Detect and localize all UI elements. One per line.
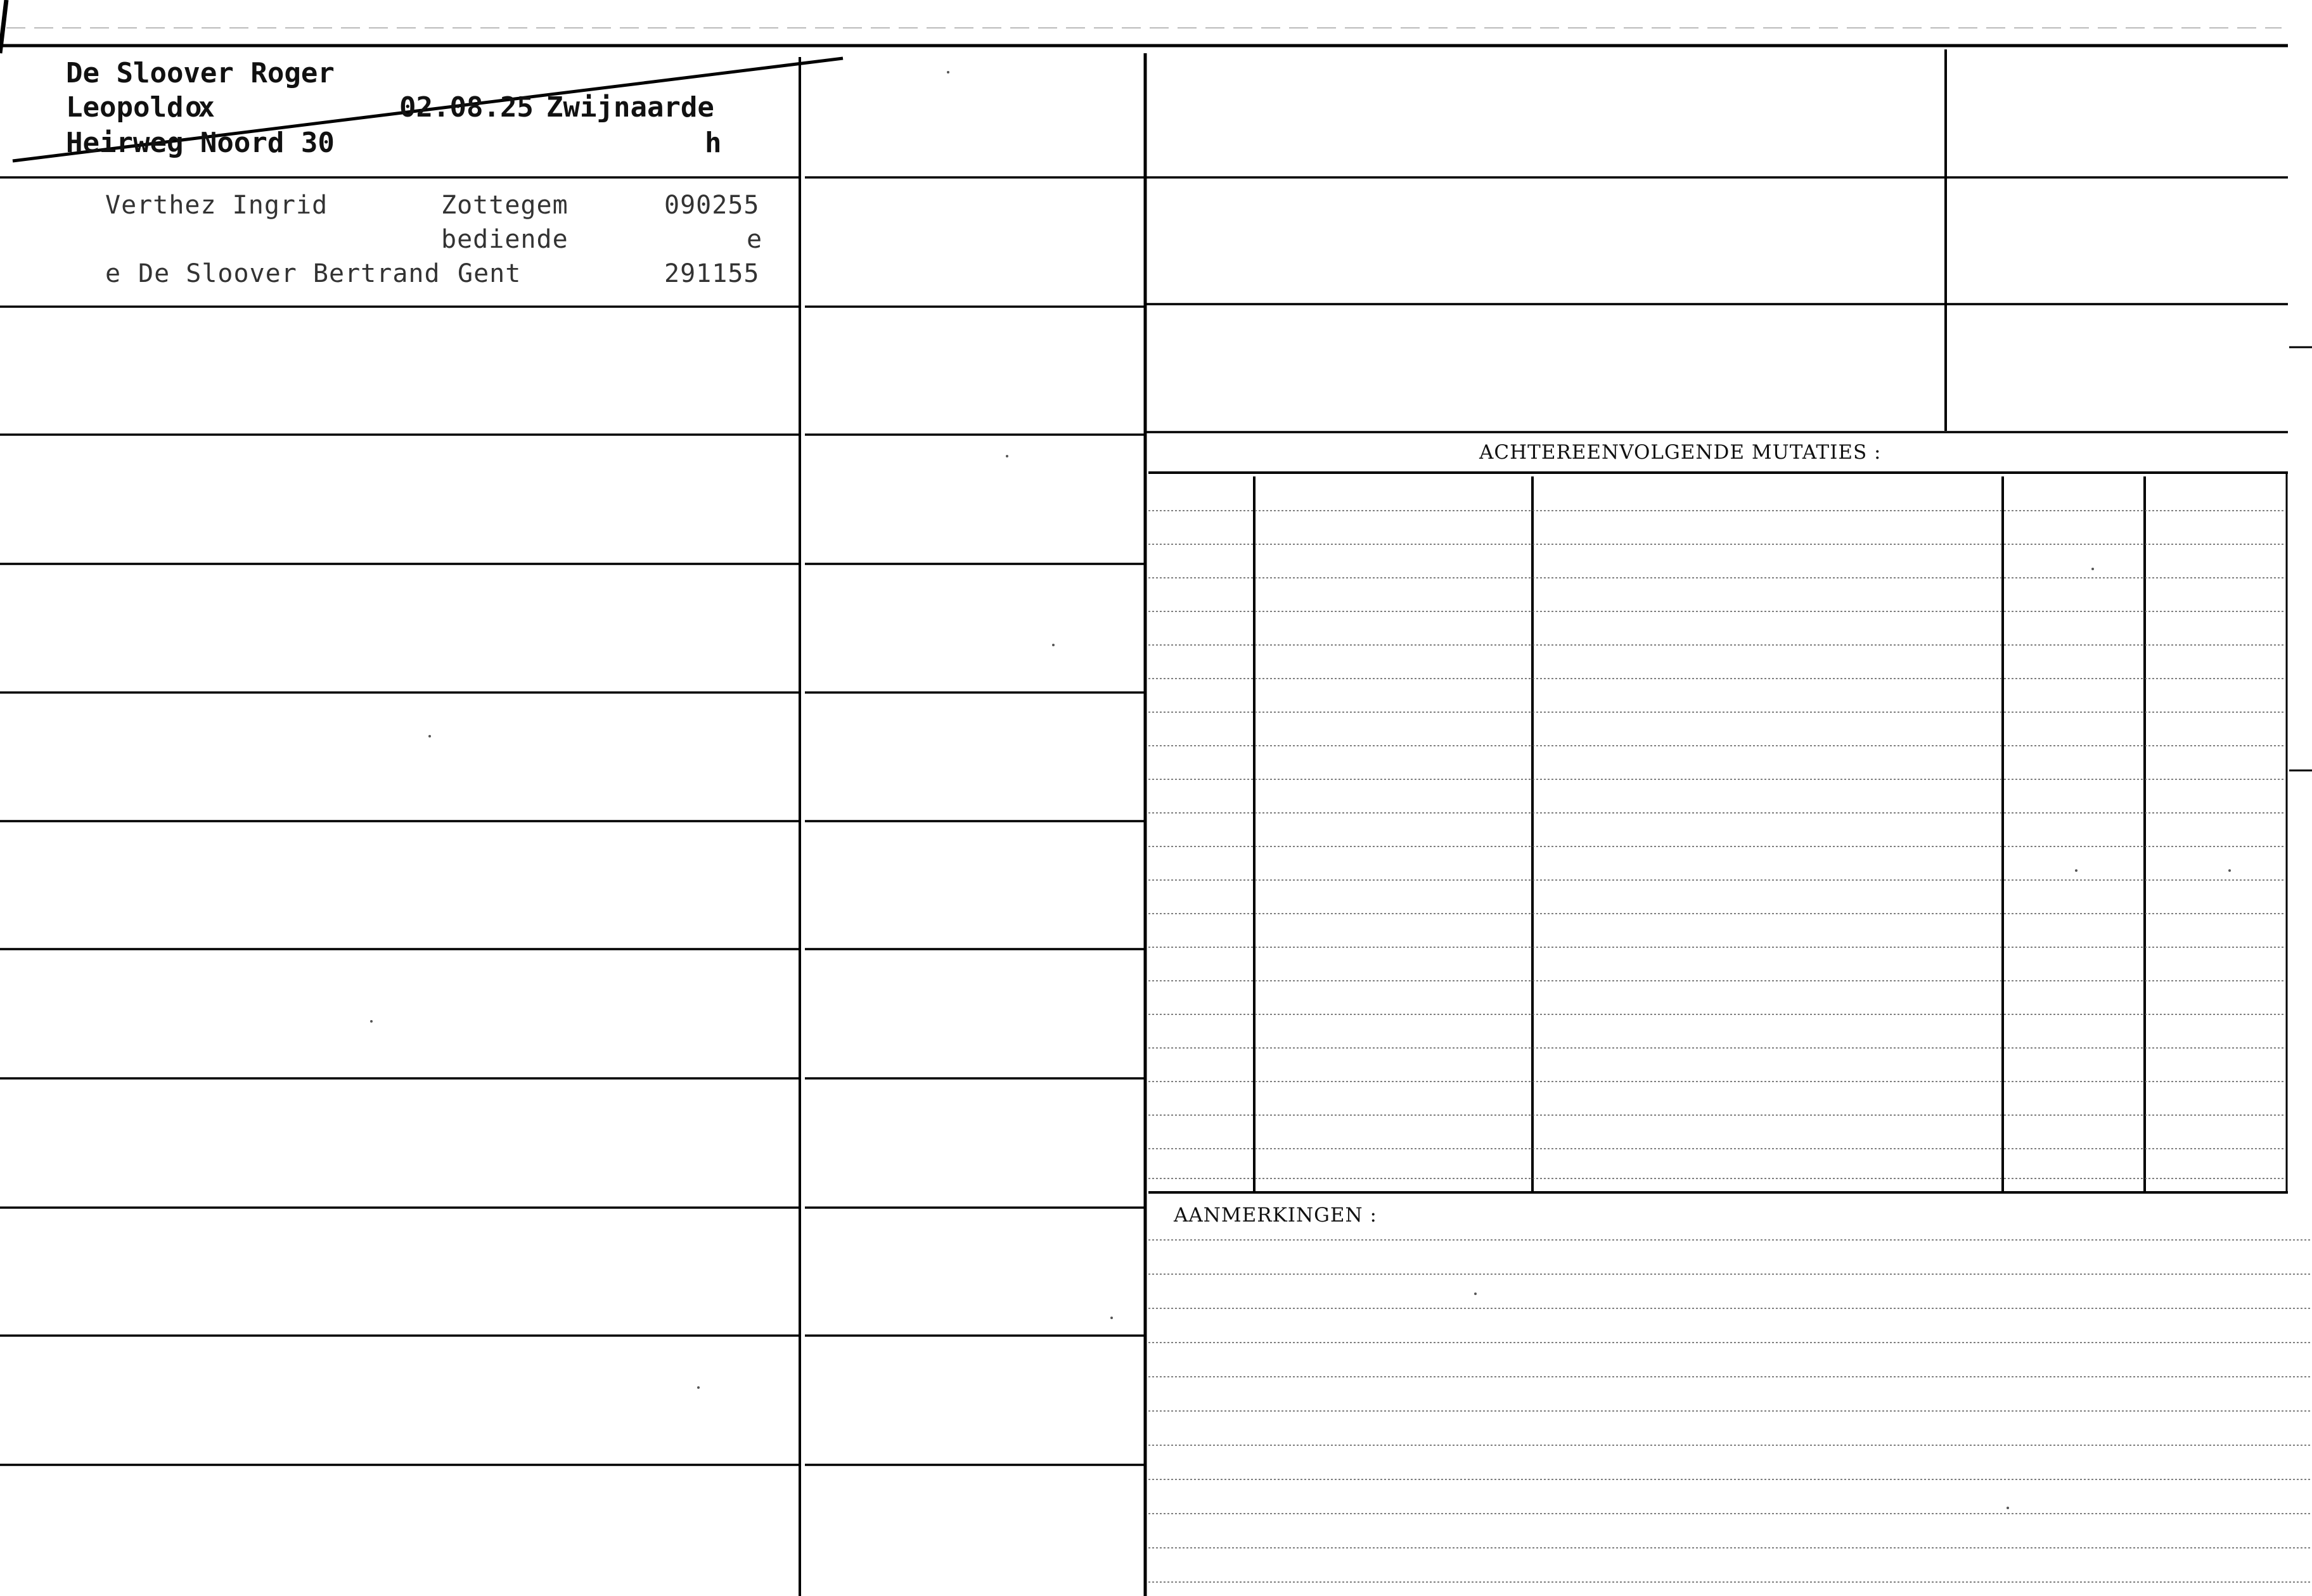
scan-speck xyxy=(1474,1293,1477,1295)
scan-speck xyxy=(1110,1317,1113,1319)
scan-speck xyxy=(697,1386,700,1389)
record-street: Heirweg Noord 30 xyxy=(66,127,335,159)
record-given-name-correction: ox xyxy=(185,91,211,124)
child-date: 291155 xyxy=(664,259,760,288)
scan-speck xyxy=(428,735,431,737)
occupation: bediende xyxy=(441,225,568,254)
record-birth-place: Zwijnaarde xyxy=(546,91,714,124)
child-name: De Sloover Bertrand xyxy=(138,259,440,288)
child-place: Gent xyxy=(458,259,522,288)
scan-speck xyxy=(1052,644,1055,646)
spouse-date: 090255 xyxy=(664,191,760,220)
spouse-name: Verthez Ingrid xyxy=(105,191,328,220)
spouse-place: Zottegem xyxy=(441,191,568,220)
mutations-heading: ACHTEREENVOLGENDE MUTATIES : xyxy=(1479,441,1882,464)
occupation-marker: e xyxy=(747,225,763,254)
record-birth-date: 02.08.25 xyxy=(399,91,534,124)
scan-speck xyxy=(2007,1507,2009,1509)
record-given-name: Leopold xyxy=(66,91,184,124)
scan-speck xyxy=(2091,568,2094,570)
scan-speck xyxy=(947,71,949,73)
record-name: De Sloover Roger xyxy=(66,57,335,89)
record-marker: h xyxy=(705,127,722,159)
scan-speck xyxy=(370,1020,373,1023)
child-prefix: e xyxy=(105,259,122,288)
scan-speck xyxy=(2228,869,2231,872)
scan-speck xyxy=(2075,869,2078,872)
remarks-heading: AANMERKINGEN : xyxy=(1174,1204,1377,1227)
scan-speck xyxy=(1006,455,1008,457)
